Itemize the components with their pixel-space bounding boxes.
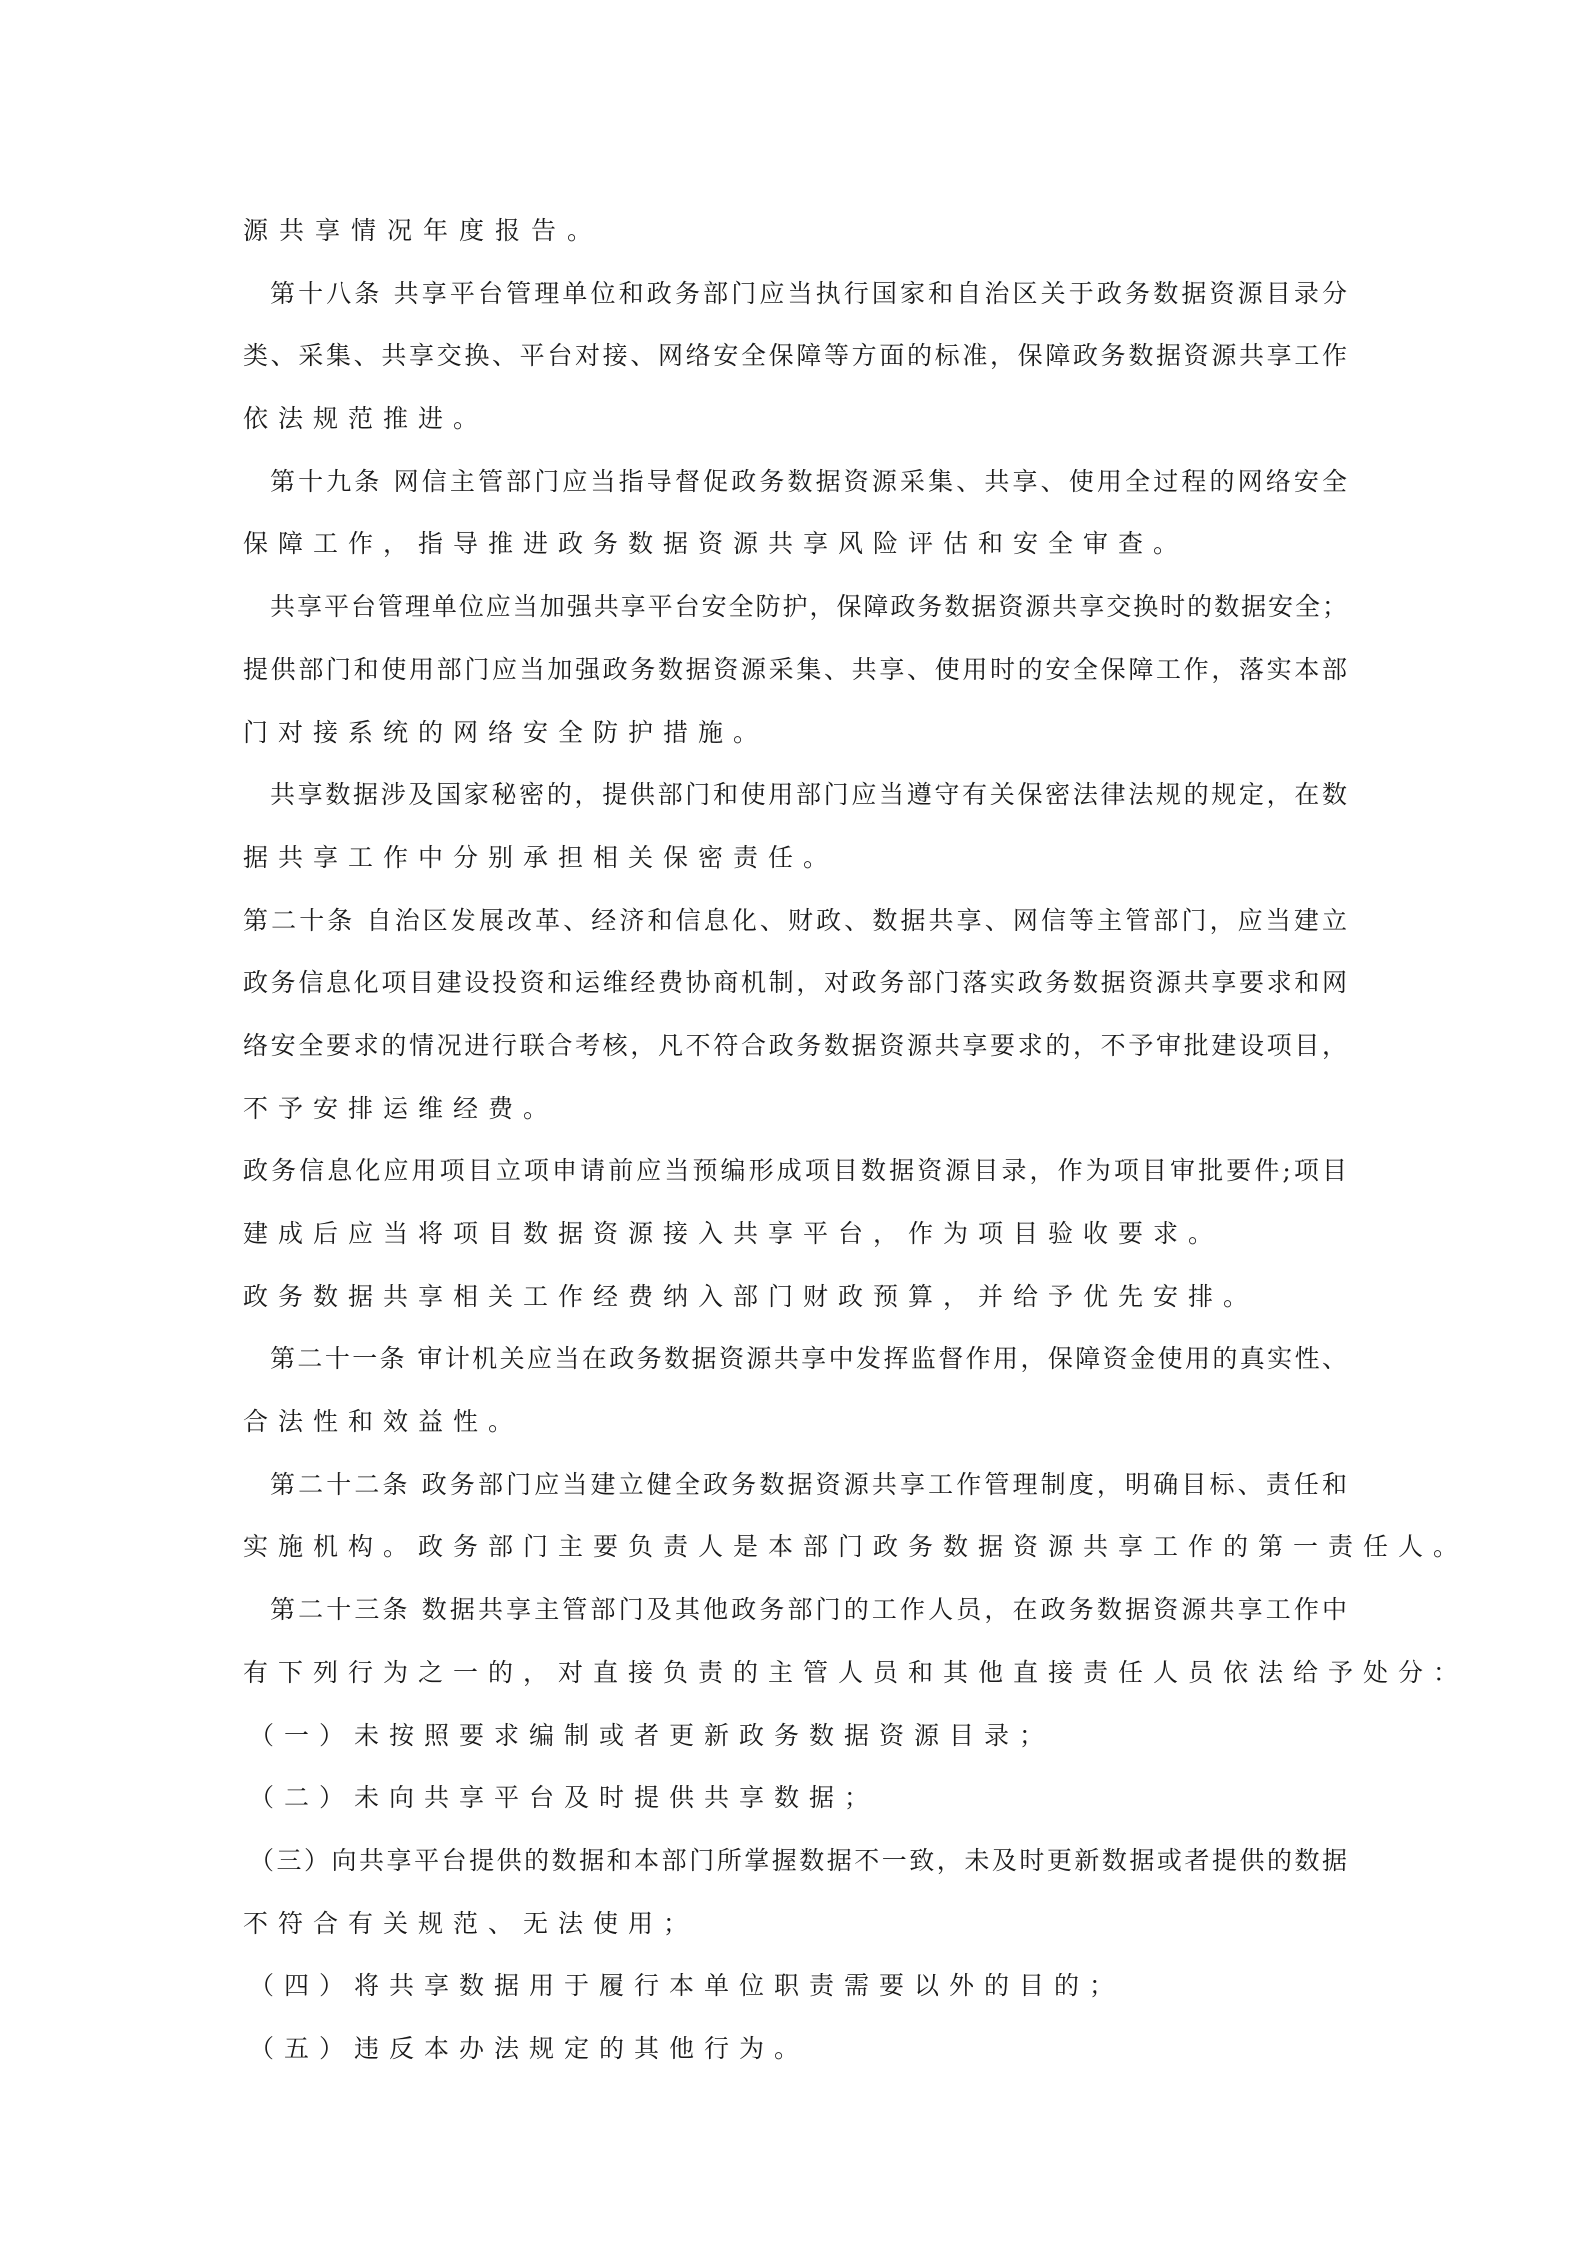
list-item: （三）向共享平台提供的数据和本部门所掌握数据不一致，未及时更新数据或者提供的数据 [249, 1845, 1347, 1875]
text-line: 源共享情况年度报告。 [243, 216, 604, 245]
document-page [243, 200, 1469, 2081]
article-18-line: 第十八条 共享平台管理单位和政务部门应当执行国家和自治区关于政务数据资源目录分 [270, 278, 1347, 308]
text-line: 络安全要求的情况进行联合考核，凡不符合政务数据资源共享要求的，不予审批建设项目， [243, 1030, 1347, 1060]
text-line: 实施机构。政务部门主要负责人是本部门政务数据资源共享工作的第一责任人。 [243, 1532, 1469, 1562]
list-item: （二）未向共享平台及时提供共享数据； [249, 1783, 880, 1813]
list-item: （四）将共享数据用于履行本单位职责需要以外的目的； [249, 1971, 1125, 2001]
list-item: （一）未按照要求编制或者更新政务数据资源目录； [249, 1720, 1055, 1750]
text-line: 类、采集、共享交换、平台对接、网络安全保障等方面的标准，保障政务数据资源共享工作 [243, 341, 1347, 371]
text-line: 保障工作，指导推进政务数据资源共享风险评估和安全审查。 [243, 529, 1189, 559]
article-20-line: 第二十条 自治区发展改革、经济和信息化、财政、数据共享、网信等主管部门，应当建立 [243, 905, 1347, 935]
text-line: 提供部门和使用部门应当加强政务数据资源采集、共享、使用时的安全保障工作，落实本部 [243, 654, 1347, 684]
text-line: 建成后应当将项目数据资源接入共享平台，作为项目验收要求。 [243, 1219, 1224, 1248]
article-19-line: 第十九条 网信主管部门应当指导督促政务数据资源采集、共享、使用全过程的网络安全 [270, 466, 1347, 496]
text-line: 合法性和效益性。 [243, 1407, 524, 1437]
text-line: 政务数据共享相关工作经费纳入部门财政预算，并给予优先安排。 [243, 1281, 1259, 1311]
article-23-line: 第二十三条 数据共享主管部门及其他政务部门的工作人员，在政务数据资源共享工作中 [270, 1595, 1347, 1625]
text-line: 共享数据涉及国家秘密的，提供部门和使用部门应当遵守有关保密法律法规的规定，在数 [270, 780, 1347, 810]
text-line: 不符合有关规范、无法使用； [243, 1908, 699, 1938]
text-line: 依法规范推进。 [243, 404, 489, 434]
text-line: 政务信息化项目建设投资和运维经费协商机制，对政务部门落实政务数据资源共享要求和网 [243, 968, 1347, 998]
list-item: （五）违反本办法规定的其他行为。 [249, 2033, 810, 2063]
text-line: 不予安排运维经费。 [243, 1093, 559, 1123]
text-line: 门对接系统的网络安全防护措施。 [243, 717, 769, 747]
text-line: 据共享工作中分别承担相关保密责任。 [243, 842, 839, 872]
text-line: 政务信息化应用项目立项申请前应当预编形成项目数据资源目录，作为项目审批要件;项目 [243, 1156, 1347, 1186]
text-line: 共享平台管理单位应当加强共享平台安全防护，保障政务数据资源共享交换时的数据安全； [270, 592, 1347, 622]
article-21-line: 第二十一条 审计机关应当在政务数据资源共享中发挥监督作用，保障资金使用的真实性、 [270, 1344, 1347, 1374]
text-line: 有下列行为之一的，对直接负责的主管人员和其他直接责任人员依法给予处分： [243, 1657, 1469, 1687]
article-22-line: 第二十二条 政务部门应当建立健全政务数据资源共享工作管理制度，明确目标、责任和 [270, 1469, 1347, 1499]
